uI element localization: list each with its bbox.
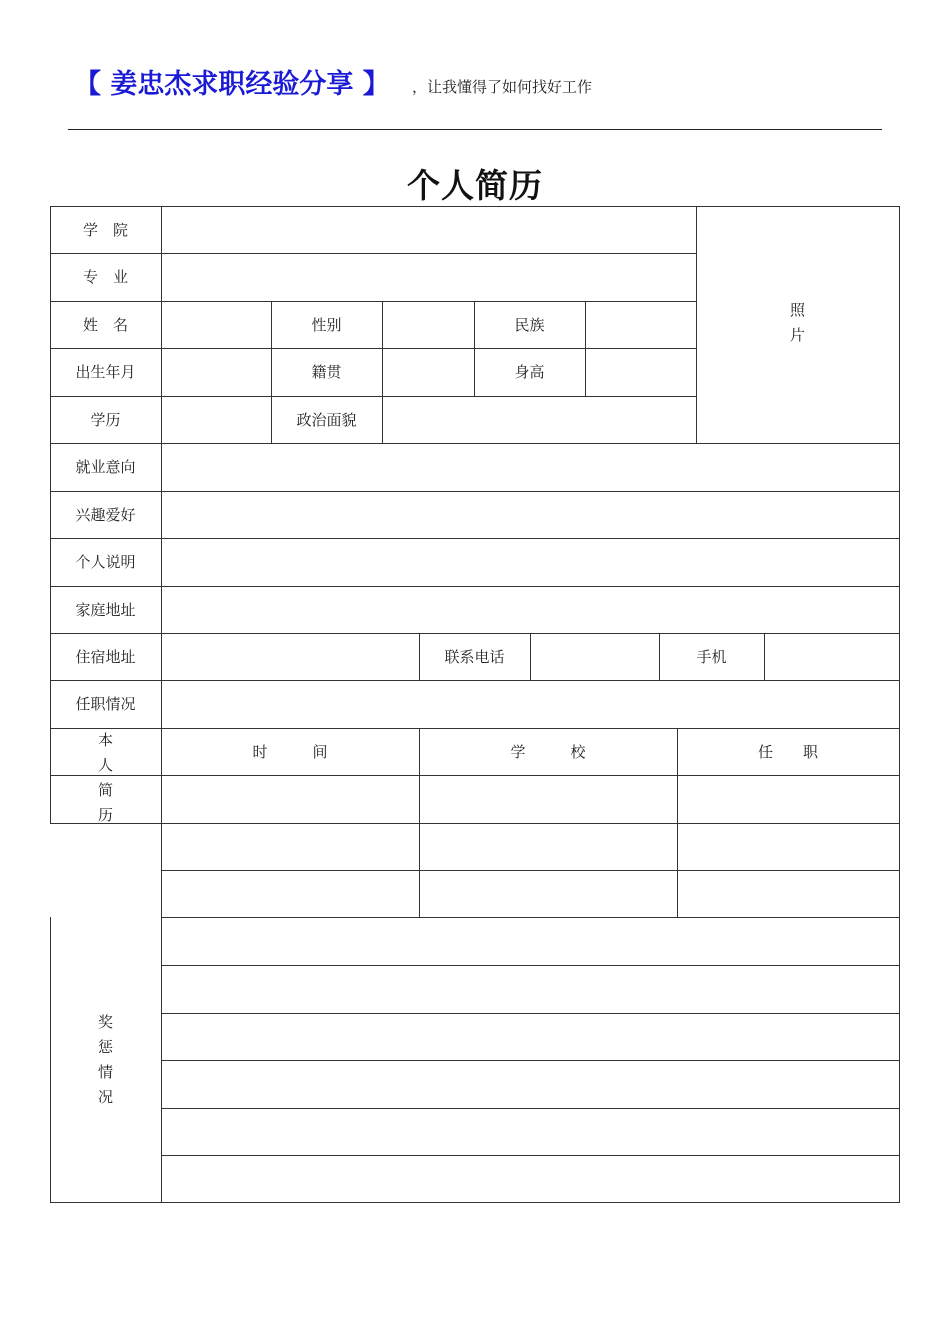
award-row-field[interactable] bbox=[161, 1155, 899, 1202]
table-rule bbox=[899, 206, 900, 1203]
birth-field[interactable] bbox=[161, 348, 271, 396]
label-home-address: 家庭地址 bbox=[75, 600, 136, 619]
label-hobbies: 兴趣爱好 bbox=[75, 505, 136, 524]
label-resume bbox=[50, 728, 161, 828]
label-awards-char: 惩 bbox=[97, 1038, 113, 1056]
personal-statement-field[interactable] bbox=[161, 538, 899, 586]
photo-placeholder-char: 片 bbox=[789, 325, 805, 344]
resume-cell[interactable] bbox=[677, 775, 899, 823]
resume-header-time: 时 间 bbox=[252, 742, 328, 761]
political-status-field[interactable] bbox=[382, 396, 696, 443]
label-awards-char: 况 bbox=[97, 1088, 113, 1106]
home-address-field[interactable] bbox=[161, 586, 899, 633]
award-row-field[interactable] bbox=[161, 1060, 899, 1108]
mobile-field[interactable] bbox=[764, 633, 899, 680]
label-dorm-address: 住宿地址 bbox=[75, 647, 136, 666]
label-resume-char: 人 bbox=[97, 756, 113, 774]
photo-placeholder-char: 照 bbox=[789, 300, 805, 319]
header-divider bbox=[68, 129, 882, 130]
label-height: 身高 bbox=[514, 363, 545, 381]
label-birth: 出生年月 bbox=[75, 363, 136, 381]
table-rule bbox=[50, 1202, 900, 1203]
label-college: 学 院 bbox=[82, 220, 128, 239]
name-field[interactable] bbox=[161, 301, 271, 348]
award-row-field[interactable] bbox=[161, 965, 899, 1013]
label-education: 学历 bbox=[90, 410, 121, 429]
label-awards-char: 奖 bbox=[97, 1013, 113, 1031]
page-title: 个人简历 bbox=[407, 166, 543, 205]
hobbies-field[interactable] bbox=[161, 491, 899, 538]
resume-cell[interactable] bbox=[419, 823, 677, 870]
label-ethnicity: 民族 bbox=[514, 315, 545, 334]
label-resume-char: 简 bbox=[97, 781, 113, 799]
label-positions: 任职情况 bbox=[75, 695, 136, 713]
award-row-field[interactable] bbox=[161, 917, 899, 965]
label-job-intention: 就业意向 bbox=[75, 458, 136, 476]
label-awards bbox=[50, 1008, 161, 1112]
label-gender: 性别 bbox=[311, 315, 342, 334]
award-row-field[interactable] bbox=[161, 1108, 899, 1155]
label-awards-char: 情 bbox=[97, 1063, 113, 1081]
phone-field[interactable] bbox=[530, 633, 659, 680]
positions-field[interactable] bbox=[161, 680, 899, 728]
major-field[interactable] bbox=[161, 253, 696, 301]
header-subtitle: ，让我懂得了如何找好工作 bbox=[412, 78, 593, 96]
label-major: 专 业 bbox=[82, 268, 128, 286]
resume-cell[interactable] bbox=[161, 775, 419, 823]
gender-field[interactable] bbox=[382, 301, 474, 348]
label-name: 姓 名 bbox=[82, 315, 128, 334]
native-place-field[interactable] bbox=[382, 348, 474, 396]
resume-header-role: 任 职 bbox=[757, 742, 818, 761]
resume-cell[interactable] bbox=[419, 870, 677, 917]
label-mobile: 手机 bbox=[696, 647, 727, 666]
college-field[interactable] bbox=[161, 206, 696, 253]
photo-placeholder bbox=[696, 290, 899, 355]
label-political-status: 政治面貌 bbox=[296, 410, 357, 429]
label-native-place: 籍贯 bbox=[311, 363, 342, 381]
height-field[interactable] bbox=[585, 348, 696, 396]
resume-cell[interactable] bbox=[419, 775, 677, 823]
resume-cell[interactable] bbox=[677, 870, 899, 917]
resume-cell[interactable] bbox=[161, 823, 419, 870]
education-field[interactable] bbox=[161, 396, 271, 443]
ethnicity-field[interactable] bbox=[585, 301, 696, 348]
label-resume-char: 本 bbox=[97, 731, 113, 749]
resume-cell[interactable] bbox=[677, 823, 899, 870]
resume-cell[interactable] bbox=[161, 870, 419, 917]
award-row-field[interactable] bbox=[161, 1013, 899, 1060]
header-link[interactable]: 【 姜忠杰求职经验分享 】 bbox=[74, 69, 390, 100]
label-personal-statement: 个人说明 bbox=[75, 553, 136, 571]
label-phone: 联系电话 bbox=[444, 647, 505, 666]
label-resume-char: 历 bbox=[97, 806, 113, 824]
dorm-address-field[interactable] bbox=[161, 633, 419, 680]
job-intention-field[interactable] bbox=[161, 443, 899, 491]
resume-header-school: 学 校 bbox=[510, 742, 586, 761]
